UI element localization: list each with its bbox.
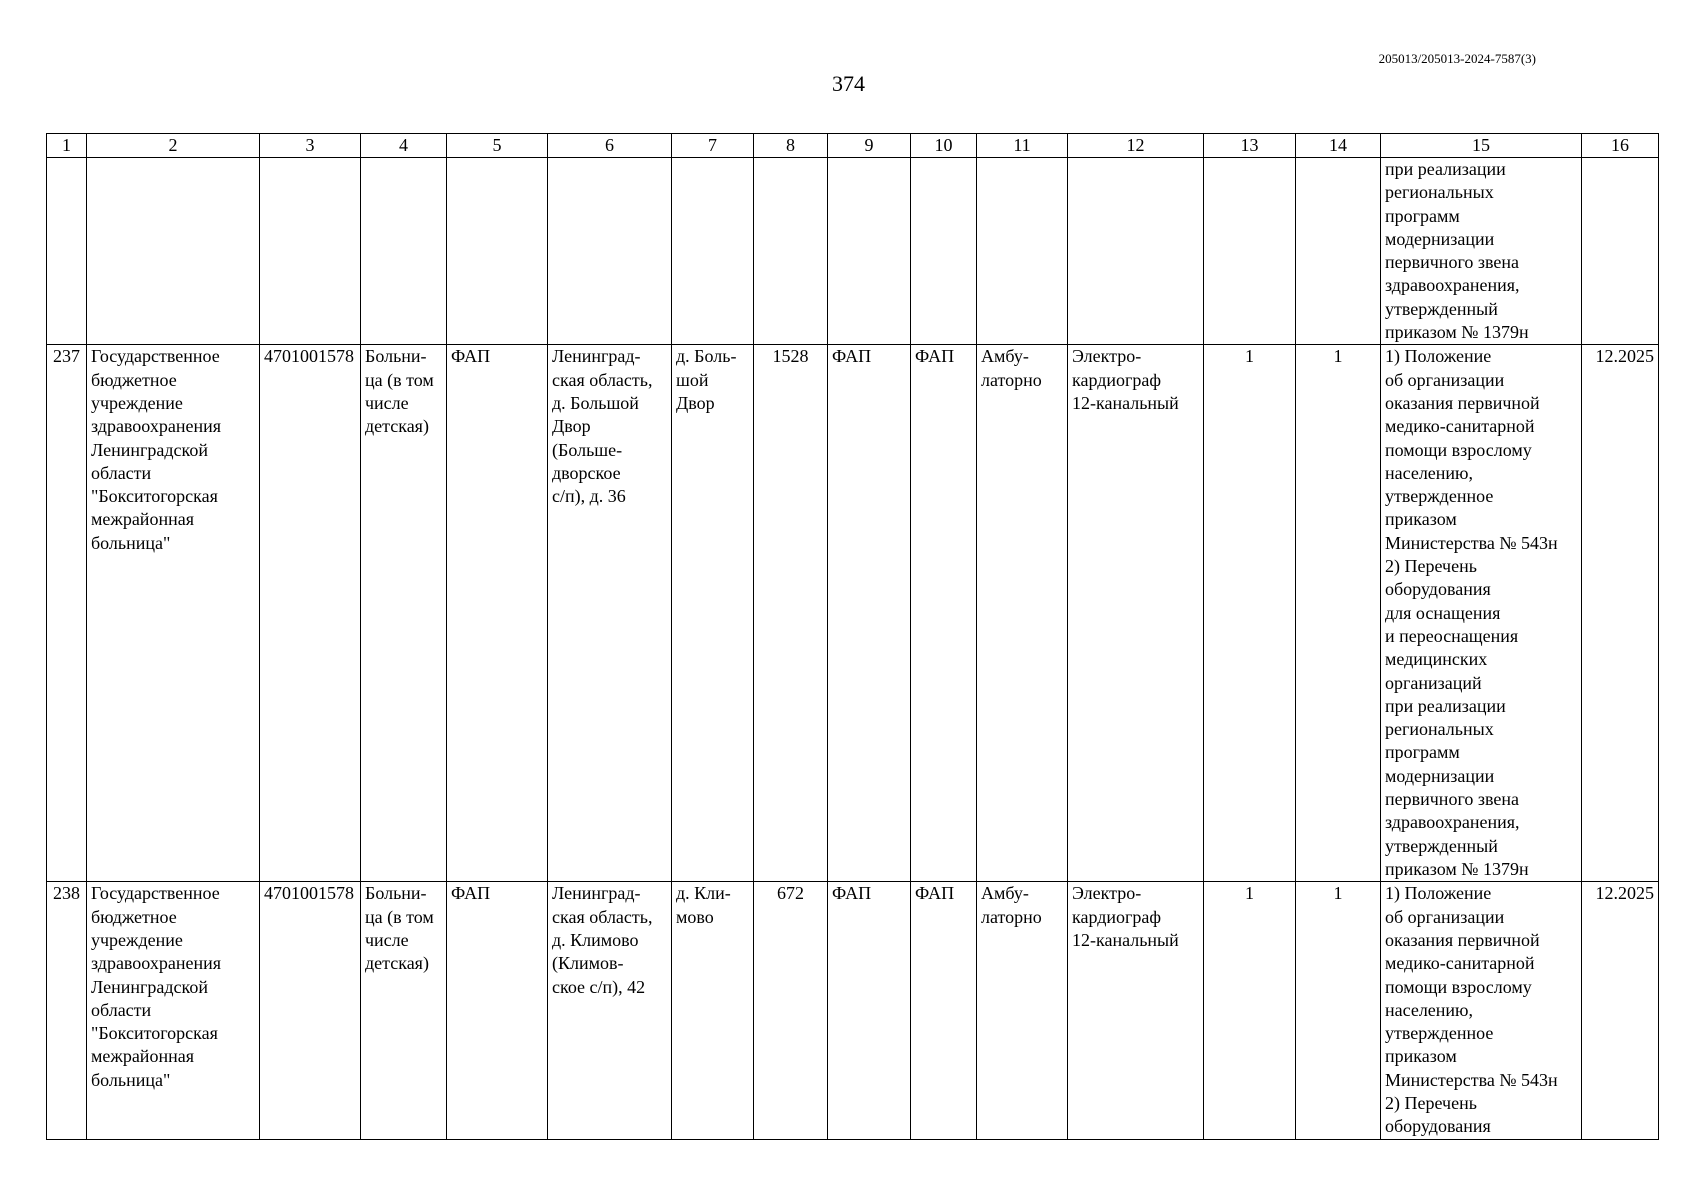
table-cell-col-16: 12.2025: [1582, 882, 1659, 1139]
table-cell-col-14: 1: [1296, 345, 1381, 882]
column-header-3: 3: [260, 134, 361, 158]
document-id: 205013/205013-2024-7587(3): [1378, 51, 1536, 66]
column-header-9: 9: [828, 134, 911, 158]
column-header-10: 10: [911, 134, 977, 158]
table-cell-col-7: [672, 158, 754, 345]
table-cell-col-15: 1) Положение об организации оказания первичной медико-санитарной помощи взрослому населению, утвержденное приказом Министерства № 543н 2) Перечень оборудования: [1381, 882, 1582, 1139]
table-cell-col-8: 1528: [754, 345, 828, 882]
table-cell-col-4: [361, 158, 447, 345]
column-header-4: 4: [361, 134, 447, 158]
table-cell-col-11: [977, 158, 1068, 345]
table-body: [47, 134, 1659, 1140]
table-cell-col-6: [548, 158, 672, 345]
table-cell-col-3: 4701001578: [260, 882, 361, 1139]
table-cell-col-7: д. Боль- шой Двор: [672, 345, 754, 882]
table-cell-col-2: Государственное бюджетное учреждение здравоохранения Ленинградской области "Бокситогорская межрайонная больница": [87, 882, 260, 1139]
table-row: [47, 158, 1659, 345]
table-cell-col-11: Амбу- латорно: [977, 882, 1068, 1139]
column-header-12: 12: [1068, 134, 1204, 158]
table-cell-col-4: Больни- ца (в том числе детская): [361, 882, 447, 1139]
table-cell-col-11: Амбу- латорно: [977, 345, 1068, 882]
table-cell-col-13: [1204, 158, 1296, 345]
table-cell-col-5: ФАП: [447, 882, 548, 1139]
table-cell-col-13: 1: [1204, 882, 1296, 1139]
table-cell-col-3: 4701001578: [260, 345, 361, 882]
table-row: [47, 345, 1659, 882]
table-cell-col-15: при реализации региональных программ модернизации первичного звена здравоохранения, утвержденный приказом № 1379н: [1381, 158, 1582, 345]
table-cell-col-10: ФАП: [911, 882, 977, 1139]
table-cell-col-16: 12.2025: [1582, 345, 1659, 882]
column-header-2: 2: [87, 134, 260, 158]
table-cell-col-1: [47, 158, 87, 345]
column-header-5: 5: [447, 134, 548, 158]
column-header-15: 15: [1381, 134, 1582, 158]
table-cell-col-5: [447, 158, 548, 345]
table-cell-col-12: Электро- кардиограф 12-канальный: [1068, 882, 1204, 1139]
page-number: 374: [832, 71, 865, 96]
column-header-8: 8: [754, 134, 828, 158]
column-header-7: 7: [672, 134, 754, 158]
table-cell-col-5: ФАП: [447, 345, 548, 882]
table-cell-col-7: д. Кли- мово: [672, 882, 754, 1139]
table-cell-col-8: 672: [754, 882, 828, 1139]
table-cell-col-14: 1: [1296, 882, 1381, 1139]
table-cell-col-10: ФАП: [911, 345, 977, 882]
table-cell-col-8: [754, 158, 828, 345]
table-cell-col-9: ФАП: [828, 882, 911, 1139]
column-header-1: 1: [47, 134, 87, 158]
table-row: [47, 882, 1659, 1139]
header-row: [47, 134, 1659, 158]
table-cell-col-15: 1) Положение об организации оказания первичной медико-санитарной помощи взрослому населению, утвержденное приказом Министерства № 543н 2) Перечень оборудования для оснащения и переоснащения медицинских организаций при реализации региональных программ модернизации первичного звена здравоохранения, утвержденный приказом № 1379н: [1381, 345, 1582, 882]
table-cell-col-10: [911, 158, 977, 345]
table-cell-col-2: [87, 158, 260, 345]
table-cell-col-6: Ленинград- ская область, д. Климово (Климов- ское с/п), 42: [548, 882, 672, 1139]
table-cell-col-9: ФАП: [828, 345, 911, 882]
table-cell-col-2: Государственное бюджетное учреждение здравоохранения Ленинградской области "Бокситогорская межрайонная больница": [87, 345, 260, 882]
table-cell-col-16: [1582, 158, 1659, 345]
table-cell-col-14: [1296, 158, 1381, 345]
table-cell-col-1: 238: [47, 882, 87, 1139]
column-header-11: 11: [977, 134, 1068, 158]
table-cell-col-12: [1068, 158, 1204, 345]
table-cell-col-9: [828, 158, 911, 345]
data-table: [46, 133, 1659, 1140]
column-header-14: 14: [1296, 134, 1381, 158]
column-header-6: 6: [548, 134, 672, 158]
table-cell-col-12: Электро- кардиограф 12-канальный: [1068, 345, 1204, 882]
column-header-16: 16: [1582, 134, 1659, 158]
table-cell-col-1: 237: [47, 345, 87, 882]
table-cell-col-4: Больни- ца (в том числе детская): [361, 345, 447, 882]
table-cell-col-6: Ленинград- ская область, д. Большой Двор (Больше- дворское с/п), д. 36: [548, 345, 672, 882]
column-header-13: 13: [1204, 134, 1296, 158]
table-cell-col-13: 1: [1204, 345, 1296, 882]
table-cell-col-3: [260, 158, 361, 345]
